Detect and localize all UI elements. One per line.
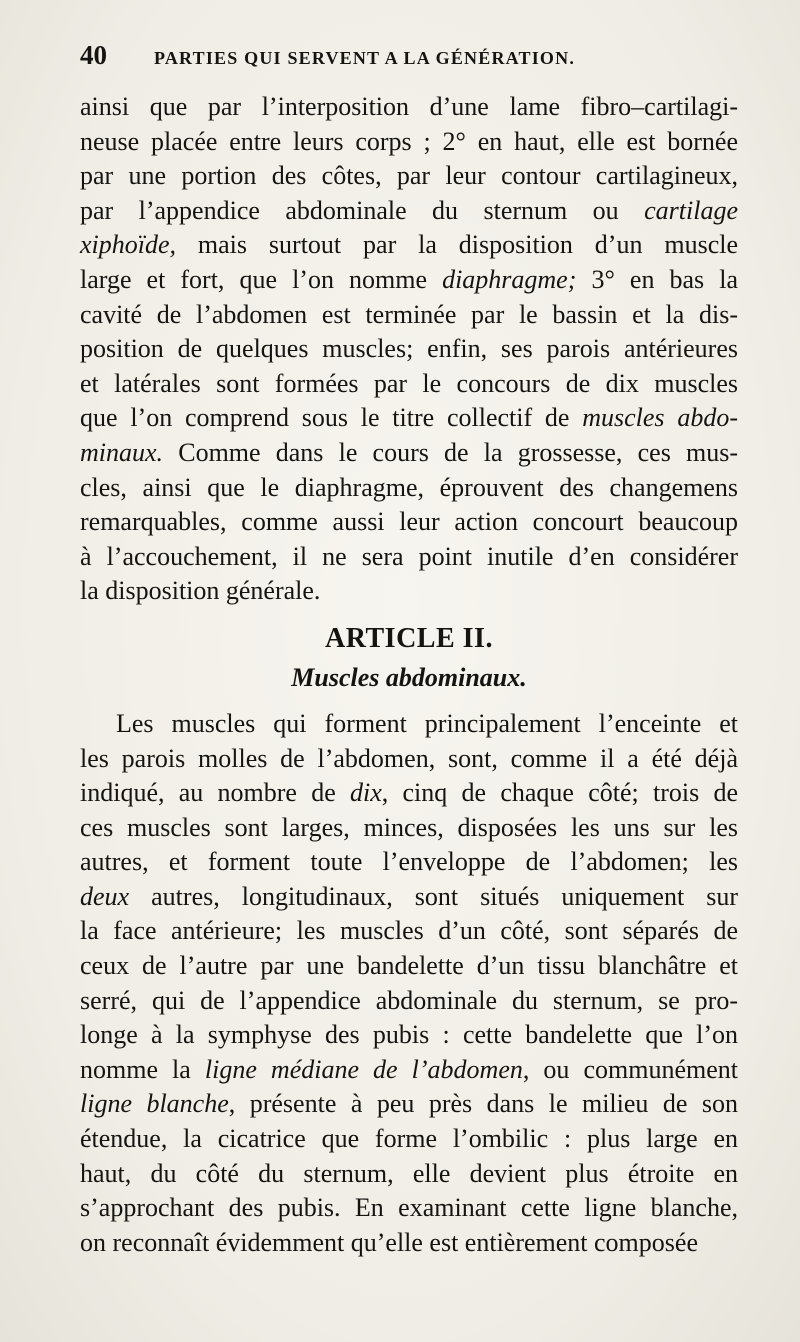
article-subtitle: Muscles abdominaux. — [291, 662, 527, 692]
text-line — [80, 1053, 738, 1088]
text-run: 3° en bas la — [576, 264, 738, 294]
text-run: autres, longitudinaux, sont situés uniquement sur — [129, 881, 738, 911]
italic-term: muscles abdo- — [582, 403, 738, 433]
text-line — [80, 471, 738, 506]
running-head — [80, 40, 738, 84]
article-heading: ARTICLE II. — [325, 622, 493, 654]
text-run: cles, ainsi que le diaphragme, éprouvent des changemens — [80, 472, 738, 502]
text-line — [80, 263, 738, 298]
text-run: serré, qui de l’appendice abdominale du sternum, se pro- — [80, 985, 738, 1015]
text-run: par une portion des côtes, par leur contour cartilagineux, — [80, 161, 738, 191]
italic-term: cartilage — [644, 195, 738, 225]
text-run: indiqué, au nombre de — [80, 778, 350, 808]
text-line — [80, 811, 738, 846]
text-line — [80, 159, 738, 194]
text-run: ainsi que par l’interposition d’une lame fibro–cartilagi- — [80, 92, 738, 121]
text-line — [80, 742, 738, 777]
text-run: longe à la symphyse des pubis : cette bandelette que l’on — [80, 1020, 738, 1050]
text-run: , cinq de chaque côté; trois de — [381, 778, 738, 808]
italic-term: diaphragme; — [442, 264, 577, 294]
text-line — [80, 984, 738, 1019]
paragraph-2 — [80, 707, 738, 1261]
text-line — [80, 1191, 738, 1226]
italic-term: ligne blanche — [80, 1089, 229, 1119]
text-run: neuse placée entre leurs corps ; 2° en haut, elle est bornée — [80, 126, 738, 156]
text-run: la disposition générale. — [80, 576, 321, 606]
running-title: PARTIES QUI SERVENT A LA GÉNÉRATION. — [154, 48, 576, 68]
text-line — [80, 776, 738, 811]
text-line — [80, 1018, 738, 1053]
text-run: la face antérieure; les muscles d’un côté, sont séparés de — [80, 916, 738, 946]
italic-term: dix — [350, 778, 382, 808]
text-run: remarquables, comme aussi leur action concourt beaucoup — [80, 507, 738, 537]
text-run: Les muscles qui forment principalement l’enceinte et — [116, 708, 738, 738]
text-line — [80, 880, 738, 915]
text-run: nomme la — [80, 1054, 205, 1084]
text-run: à l’accouchement, il ne sera point inutile d’en considérer — [80, 541, 738, 571]
text-line — [80, 194, 738, 229]
text-line — [80, 1157, 738, 1192]
text-line — [80, 298, 738, 333]
text-line — [80, 1087, 738, 1122]
text-line — [80, 1122, 738, 1157]
text-run: haut, du côté du sternum, elle devient plus étroite en — [80, 1158, 738, 1188]
text-run: que l’on comprend sous le titre collectif de — [80, 403, 583, 433]
text-run: cavité de l’abdomen est terminée par le bassin et la dis- — [80, 299, 738, 329]
text-run: Comme dans le cours de la grossesse, ces mus- — [163, 437, 738, 467]
text-line — [80, 401, 738, 436]
text-line — [80, 574, 738, 609]
text-line — [80, 845, 738, 880]
text-line — [80, 505, 738, 540]
text-run: on reconnaît évidemment qu’elle est entièrement composée — [80, 1227, 698, 1257]
text-line — [80, 436, 738, 471]
italic-term: deux — [80, 881, 130, 911]
italic-term: xiphoïde, — [80, 230, 177, 260]
text-run: autres, et forment toute l’enveloppe de l’abdomen; les — [80, 847, 738, 877]
page-number: 40 — [80, 40, 107, 70]
text-line — [80, 914, 738, 949]
text-run: étendue, la cicatrice que forme l’ombilic : plus large en — [80, 1124, 738, 1154]
text-run: ces muscles sont larges, minces, disposées les uns sur les — [80, 812, 738, 842]
text-line — [80, 125, 738, 160]
text-line — [80, 540, 738, 575]
text-run: s’approchant des pubis. En examinant cette ligne blanche, — [80, 1193, 738, 1223]
text-run: ceux de l’autre par une bandelette d’un tissu blanchâtre et — [80, 951, 738, 981]
italic-term: minaux. — [80, 437, 164, 467]
text-line — [80, 949, 738, 984]
text-line — [80, 332, 738, 367]
text-line — [80, 228, 738, 263]
text-run: large et fort, que l’on nomme — [80, 264, 443, 294]
text-run: , ou communément — [522, 1054, 738, 1084]
text-line — [80, 90, 738, 125]
text-line — [80, 707, 738, 742]
text-run: mais surtout par la disposition d’un muscle — [176, 230, 738, 260]
text-run: , présente à peu près dans le milieu de son — [228, 1089, 739, 1119]
text-run: les parois molles de l’abdomen, sont, comme il a été déjà — [80, 743, 738, 773]
text-line — [80, 1226, 738, 1261]
text-line — [80, 367, 738, 402]
text-run: position de quelques muscles; enfin, ses parois antérieures — [80, 334, 738, 364]
italic-term: ligne médiane de l’abdomen — [204, 1054, 523, 1084]
text-run: et latérales sont formées par le concours de dix muscles — [80, 368, 738, 398]
text-run: par l’appendice abdominale du sternum ou — [80, 195, 645, 225]
paragraph-1 — [80, 90, 738, 609]
